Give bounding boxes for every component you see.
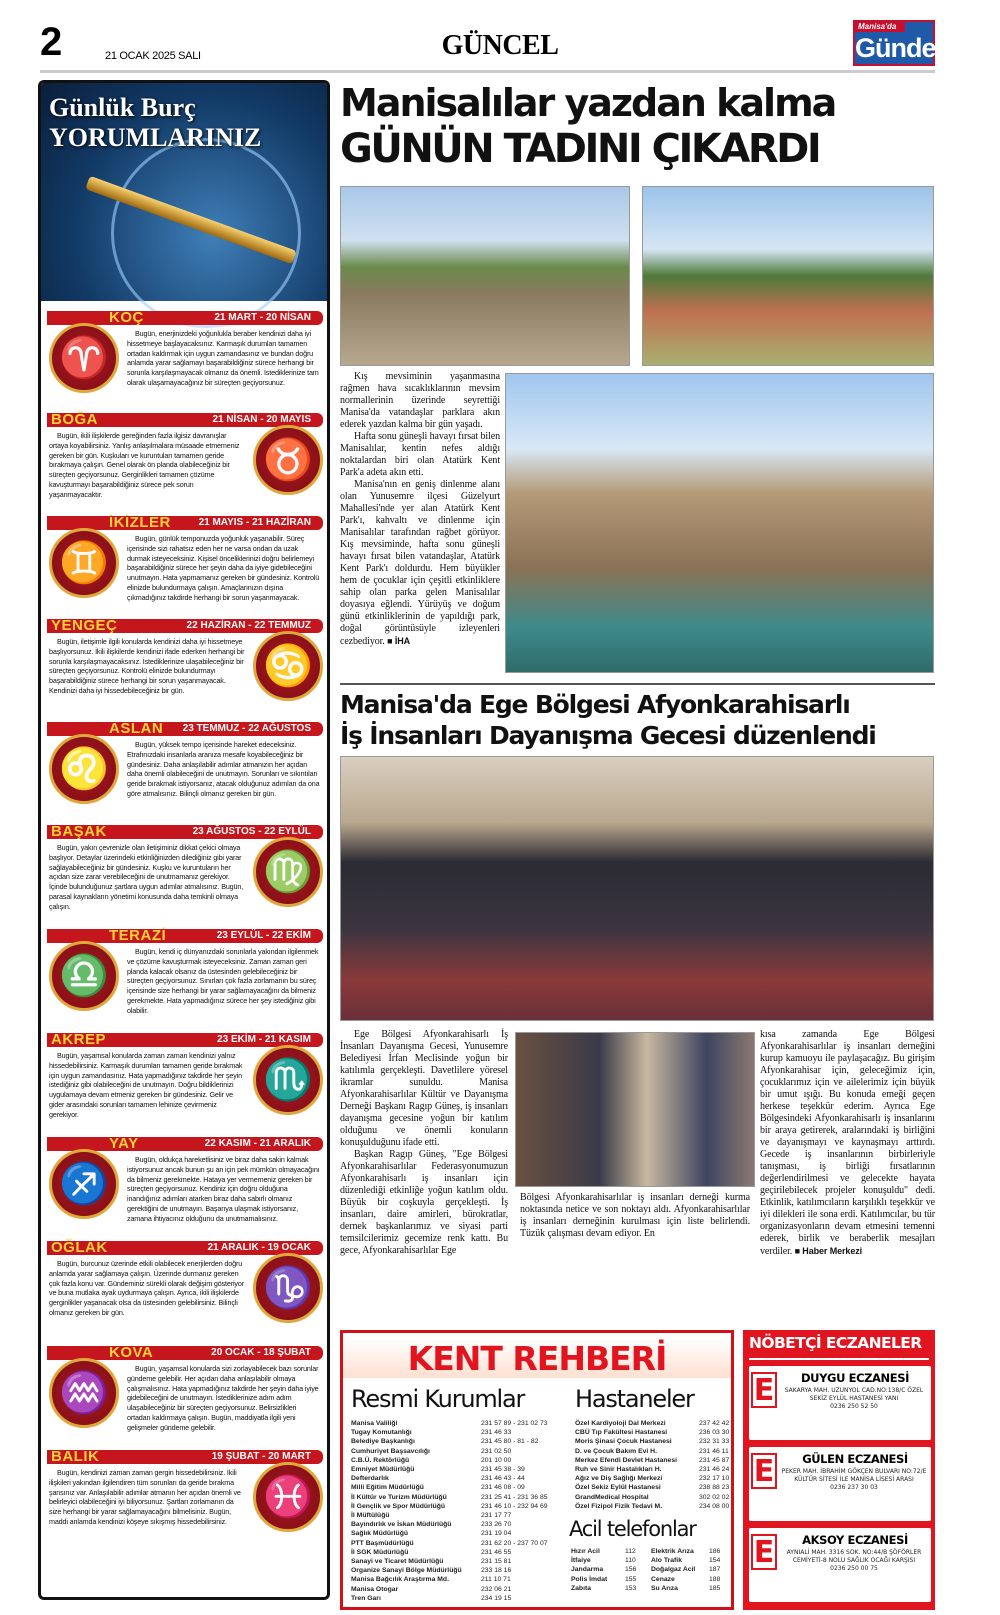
- sign-name: BALIK: [51, 1448, 100, 1465]
- pharmacy-details: [779, 1468, 929, 1492]
- pharmacy-name: DUYGU ECZANESİ: [801, 1371, 909, 1385]
- directory-name: Tren Garı: [351, 1594, 381, 1602]
- directory-row: [575, 1419, 730, 1428]
- group-photo: [340, 756, 934, 1021]
- horoscope-9: [47, 1137, 323, 1237]
- directory-name: İl Müftülüğü: [351, 1512, 390, 1520]
- sign-dates: 21 ARALIK - 19 OCAK: [207, 1242, 311, 1253]
- story-source: ■ Haber Merkezi: [794, 1246, 863, 1256]
- directory-row: [351, 1502, 569, 1511]
- directory-name: Defterdarlık: [351, 1475, 389, 1483]
- directory-row: [571, 1584, 649, 1593]
- official-institutions-heading: Resmi Kurumlar: [351, 1385, 525, 1413]
- scales-icon: ♎: [49, 941, 119, 1011]
- sign-dates: 22 HAZİRAN - 22 TEMMUZ: [186, 620, 311, 631]
- directory-phone: 186: [709, 1548, 721, 1555]
- headline-line: İş İnsanları Dayanışma Gecesi düzenlendi: [340, 721, 876, 750]
- sign-text: Bugün, günlük temponuzda yoğunluk yaşanabilir. Süreç içerisinde sizi rahatsız eden her ne varsa ondan da uzak durmak isteyeceksiniz. Kişisel önceliklerinizi doğru belirlemeyi başarabildiğiniz sürece her şeyin daha da iyiye gidebileceğini unutmayın. Hata yapmamanız gereken bir gündesiniz. Kontrolü elinizde bulundurmaya çalışın. Amaçlarınızın dışına çıkmadığınız takdirde herhangi bir sorun yaşanmayacak.: [127, 534, 320, 602]
- sign-dates: 21 MART - 20 NİSAN: [214, 312, 311, 323]
- pharmacy-name: AKSOY ECZANESİ: [802, 1533, 908, 1547]
- sign-dates: 21 MAYIS - 21 HAZİRAN: [198, 517, 311, 528]
- city-directory: [340, 1330, 734, 1610]
- directory-name: GrandMedical Hospital: [575, 1493, 649, 1501]
- paragraph: [340, 479, 500, 648]
- directory-phone: 236 03 30: [699, 1429, 730, 1437]
- directory-row: [351, 1465, 569, 1474]
- directory-row: [651, 1547, 729, 1556]
- sign-text: Bugün, yaşamsal konularda zaman zaman kendinizi yalnız hissedebilirsiniz. Karmaşık durumları tamamen geride bırakmak için uygun zamandasınız. Hata yapmadığınız takdirde her şeyin istediğiniz gibi olabileceğini de unutmayın. Doğru bildiklerinizi uygulamaya devam etmeniz gereken bir gündesiniz. Gelir ve gider arasındaki sorunları tamamen lehinize çevirmeniz gerekiyor.: [49, 1051, 243, 1119]
- directory-phone: 231 62 20 - 237 70 07: [481, 1539, 548, 1547]
- directory-name: Emniyet Müdürlüğü: [351, 1466, 415, 1474]
- story2-column-1: [340, 1029, 508, 1257]
- directory-phone: 231 45 80 - 81 - 82: [481, 1438, 539, 1446]
- directory-row: [351, 1548, 569, 1557]
- scorpion-icon: ♏: [253, 1045, 323, 1115]
- sign-name: YAY: [109, 1135, 139, 1152]
- directory-name: Manisa Bağcılık Araştırma Md.: [351, 1576, 449, 1584]
- pharmacy-phone: 0236 250 00 75: [830, 1565, 878, 1572]
- logo-text: Gündem: [855, 33, 959, 63]
- directory-row: [651, 1584, 729, 1593]
- directory-phone: 234 19 15: [481, 1594, 512, 1602]
- pharmacies-title: NÖBETÇİ ECZANELER: [749, 1334, 922, 1352]
- headline-line: Manisa'da Ege Bölgesi Afyonkarahisarlı: [340, 690, 850, 719]
- sign-text: Bugün, kendinizi zaman zaman gergin hissedebilirsiniz. İkili ilişkileri yakından ilgilendiren tüm sorunları da geride bırakma şansınız var. Anlaşılabilir adımlar atmanın her açıdan önemli ve belirleyici olabileceğini iyi biliyorsunuz. Şartları zorlamanın da size herhangi bir yarar sağlamayacağını bilmelisiniz. Bugün, maddi anlamda kendinizi köşeye sıkışmış hissedebilirsiniz.: [49, 1468, 241, 1526]
- section-title: GÜNCEL: [441, 30, 559, 61]
- sign-dates: 23 TEMMUZ - 22 AĞUSTOS: [182, 723, 311, 734]
- horoscope-6: [47, 825, 323, 925]
- pharmacy-details: [779, 1549, 929, 1573]
- horoscope-1: [47, 311, 323, 411]
- page-number: 2: [40, 20, 63, 64]
- story-source: ■ İHA: [387, 636, 411, 646]
- directory-phone: 234 08 00: [699, 1502, 730, 1510]
- pharmacy-card: [749, 1528, 931, 1602]
- directory-phone: 156: [625, 1566, 637, 1574]
- directory-row: [575, 1474, 730, 1483]
- sign-name: BOĞA: [51, 411, 98, 428]
- directory-name: Ruh ve Sinir Hastalıkları H.: [575, 1466, 662, 1474]
- directory-row: [351, 1520, 569, 1529]
- title-divider: [749, 1358, 929, 1360]
- directory-row: [571, 1575, 649, 1584]
- directory-row: [571, 1556, 649, 1565]
- sign-dates: 22 KASIM - 21 ARALIK: [204, 1138, 311, 1149]
- sign-name: ASLAN: [109, 720, 164, 737]
- sign-text: Bugün, burcunuz üzerinde etkili olabilecek enerjilerden doğru anlamda yarar sağlamaya çalışın. Üzerinde durmanız gereken çok fazla konu var. Gündeminiz sürekli olarak değişim gösteriyor ve buna mutlaka ayak uydurmaya çalışın. Ayrıca, ikili ilişkilerde gerginlikler yaşanacak olsa da üstesinden gelebilirsiniz. Bilinçli olmanız gereken bir gün.: [49, 1259, 244, 1317]
- directory-name: C.B.Ü. Rektörlüğü: [351, 1456, 410, 1464]
- directory-row: [351, 1557, 569, 1566]
- directory-phone: 187: [709, 1566, 721, 1574]
- ram-icon: ♈: [49, 323, 119, 393]
- directory-phone: 154: [709, 1557, 721, 1565]
- directory-name: Alo Trafik: [651, 1557, 682, 1565]
- horoscope-banner: [41, 83, 327, 301]
- directory-row: [351, 1447, 569, 1456]
- directory-name: Özel Sekiz Eylül Hastanesi: [575, 1484, 661, 1492]
- horoscope-panel: [38, 80, 330, 1600]
- pharmacy-details: [779, 1387, 929, 1411]
- pharmacy-card: [749, 1447, 931, 1521]
- sign-name: OĞLAK: [51, 1239, 108, 1256]
- directory-name: Sanayi ve Ticaret Müdürlüğü: [351, 1558, 444, 1566]
- directory-phone: 185: [709, 1584, 721, 1592]
- sign-text: Bugün, oldukça hareketlisiniz ve biraz daha sakin kalmak istiyorsunuz ancak bunun şu an için pek mümkün olmayacağını da bilmeniz gerekmekte. Hataya yer vermemeniz gereken bir süreçten geçiyorsunuz. Kendiniz için doğru olduğuna inandığınız adımları atarken biraz daha sabırlı olmanız gerektiğini de unutmayın. Başarıya ulaşmak istiyorsanız, zamana ihtiyacınız olduğunu da unutmamalısınız.: [127, 1155, 320, 1223]
- directory-row: [575, 1428, 730, 1437]
- horoscope-10: [47, 1241, 323, 1341]
- sign-text: Bugün, ikili ilişkilerde gereğinden fazla ilgisiz davranışlar ortaya koyabilirsiniz. Yanlış anlaşılmalara müsaade etmemeniz gereken bir gün. Kuşkuları ve kuruntuları tamamen geride bırakmaya çalışın. Genel olarak ön planda olabileceğiniz bir süreçten geçiyorsunuz. Gerginlikleri tamamen çözüme kavuşturmayı başarabildiğiniz sürece pek sorun yaşanmayacaktır.: [49, 431, 240, 499]
- story2-headline: [340, 689, 876, 751]
- directory-phone: 233 26 70: [481, 1521, 512, 1529]
- directory-name: PTT Başmüdürlüğü: [351, 1539, 414, 1547]
- directory-name: Ağız ve Diş Sağlığı Merkezi: [575, 1475, 663, 1483]
- directory-phone: 232 31 33: [699, 1438, 730, 1446]
- horoscope-11: [47, 1346, 323, 1446]
- directory-phone: 232 06 21: [481, 1585, 512, 1593]
- horoscope-title: Günlük Burç: [49, 93, 196, 122]
- directory-row: [351, 1428, 569, 1437]
- directory-name: İtfaiye: [571, 1557, 591, 1565]
- directory-row: [575, 1483, 730, 1492]
- directory-phone: 231 45 87: [699, 1456, 730, 1464]
- sign-dates: 23 EKİM - 21 KASIM: [217, 1034, 311, 1045]
- sign-name: TERAZİ: [109, 927, 167, 944]
- directory-name: Merkez Efendi Devlet Hastanesi: [575, 1456, 677, 1464]
- directory-phone: 231 46 33: [481, 1429, 512, 1437]
- sign-name: BAŞAK: [51, 823, 107, 840]
- fish-icon: ♓: [253, 1462, 323, 1532]
- directory-name: Bayındırlık ve İskan Müdürlüğü: [351, 1521, 452, 1529]
- goat-icon: ♑: [253, 1253, 323, 1323]
- header-divider: [40, 70, 935, 73]
- directory-name: Manisa Valiliği: [351, 1420, 398, 1427]
- directory-row: [351, 1437, 569, 1446]
- sign-name: KOÇ: [109, 309, 144, 326]
- directory-phone: 231 17 77: [481, 1512, 512, 1520]
- directory-name: Cenaze: [651, 1575, 675, 1583]
- sign-dates: 21 NİSAN - 20 MAYIS: [212, 414, 311, 425]
- paragraph-text: Hafta sonu güneşli havayı fırsat bilen Manisalılar, kentin nefes aldığı noktalardan biri olan Atatürk Kent Park'a adeta akın etti.: [340, 431, 500, 478]
- directory-name: Tugay Komutanlığı: [351, 1429, 412, 1437]
- sign-dates: 23 EYLÜL - 22 EKİM: [216, 930, 311, 941]
- lion-icon: ♌: [49, 734, 119, 804]
- directory-phone: 231 45 38 - 39: [481, 1466, 525, 1474]
- sign-text: Bugün, yakın çevrenizle olan iletişiminiz dikkat çekici olmaya başlıyor. Detaylar üzerindeki etkinliğinizden dilediğiniz gibi yarar sağlayabileceğiniz bir gündesiniz. Kuşku ve kuruntuların her açıdan size zarar verebileceğini de unutmamanız gerekiyor. İçinde bulunduğunuz şartlara uygun adımlar atmalısınız. Bugün, parasal kaynakların yönetimi konusunda daha temkinli olmaya çalışın.: [49, 843, 244, 911]
- sign-dates: 23 AĞUSTOS - 22 EYLÜL: [192, 826, 311, 837]
- directory-row: [351, 1456, 569, 1465]
- directory-row: [575, 1493, 730, 1502]
- directory-phone: 231 46 24: [699, 1466, 730, 1474]
- sign-text: Bugün, iletişimle ilgili konularda kendinizi daha iyi hissetmeye başlıyorsunuz. İkili ilişkilerde kendinizi ifade ederken herhangi bir sorunla karşılaşmayacaksınız. İstediklerinize ulaşabileceğiniz bir süreçten geçiyorsunuz. Kontrolü elinizde bulundurmayı başarabildiğiniz sürece herhangi bir sorun yaşanmayacak. Kendinizi daha iyi hissedebileceğiniz bir gün.: [49, 637, 245, 695]
- directory-name: Sağlık Müdürlüğü: [351, 1530, 409, 1538]
- directory-phone: 112: [625, 1548, 636, 1555]
- directory-phone: 231 57 89 - 231 02 73: [481, 1420, 548, 1427]
- directory-phone: 231 15 81: [481, 1558, 512, 1566]
- directory-name: Belediye Başkanlığı: [351, 1438, 415, 1446]
- story2-column-3: [760, 1029, 935, 1258]
- hospitals-heading: Hastaneler: [575, 1385, 694, 1413]
- directory-row: [351, 1419, 569, 1428]
- directory-row: [571, 1565, 649, 1574]
- directory-phone: 231 02 50: [481, 1447, 512, 1455]
- directory-name: Zabıta: [571, 1584, 592, 1592]
- pharmacy-name: GÜLEN ECZANESİ: [802, 1452, 908, 1466]
- sign-text: Bugün, kendi iç dünyanızdaki sorunlarla yakından ilgilenmek ve çözüme kavuşturmak isteyeceksiniz. Zaman zaman geri planda kalacak olsanız da üstesinden gelebileceğiniz bir süreçten geçiyorsunuz. Sınırları çok fazla zorlamanın bu süreç içerisinde size herhangi bir yarar sağlamayacağını da bilmeniz gerekmekte. Hata yapmadığınız sürece her şey istediğiniz gibi olabilir.: [127, 947, 319, 1015]
- directory-row: [651, 1565, 729, 1574]
- newspaper-logo: [853, 20, 959, 66]
- directory-name: Jandarma: [571, 1566, 604, 1574]
- playground-photo: [642, 186, 934, 366]
- directory-phone: 231 46 11: [699, 1447, 729, 1455]
- sign-text: Bugün, yaşamsal konularda sizi zorlayabilecek bazı sorunlar gündeme gelebilir. Her açıdan daha anlaşılabilir olmaya çalışmalısınız. Hata yapmadığınız takdirde her şeyin daha iyiye gidebileceğini de unutmayın. İstediklerinize adım adım ulaşabileceğiniz bir süreçten geçiyorsunuz. Belirsizlikleri ortadan kaldırmaya çalışın. Bugün, maddiyatla ilgili yeni gelişmeler gündeme gelebilir.: [127, 1364, 319, 1432]
- on-duty-pharmacies: [743, 1330, 935, 1610]
- paragraph-text: Manisa'nın en geniş dinlenme alanı olan Yunusemre ilçesi Güzelyurt Mahallesi'nde yer alan Atatürk Kent Park'ı, kahvaltı ve dinlenme için Manisalılar tarafından rağbet görüyor. Kış mevsiminde, hafta sonu güneşli havayı fırsat bilen vatandaşlar, Atatürk Kent Park'ı doldurdu. Hem büyükler hem de çocuklar için çeşitli etkinliklere sahip olan parka gelen Manisalılar doyasıya eğlendi. Yürüyüş ve doğum günü etkinliklerinin de yapıldığı park, doğal görüntüsüyle izleyenleri cezbediyor.: [340, 479, 500, 647]
- directory-row: [575, 1447, 727, 1456]
- directory-name: Doğalgaz Acil: [651, 1566, 696, 1574]
- directory-phone: 231 46 08 - 09: [481, 1484, 525, 1492]
- directory-phone: 302 02 02: [699, 1493, 730, 1501]
- directory-name: İl SGK Müdürlüğü: [351, 1548, 409, 1556]
- directory-name: D. ve Çocuk Bakım Evi H.: [575, 1447, 657, 1455]
- directory-phone: 155: [625, 1575, 637, 1583]
- sign-text: Bugün, enerjinizdeki yoğunlukla beraber kendinizi daha iyi hissetmeye başlayacaksınız. Karmaşık durumları tamamen ortadan kaldırmak için uygun zamandasınız ve bundan doğru anlamda yarar sağlamayı başarabildiğiniz sürece herhangi bir sorunla karşılaşmayacak olmanız da önemli. İstediklerinize tam olarak ulaşamayacağınız bir süreçten geçiyorsunuz.: [127, 329, 319, 387]
- emergency-heading: Acil telefonlar: [569, 1517, 696, 1541]
- directory-phone: 211 10 71: [481, 1576, 511, 1584]
- story-divider: [340, 683, 935, 685]
- horoscope-3: [47, 516, 323, 616]
- sign-name: KOVA: [109, 1344, 154, 1361]
- directory-phone: 233 18 16: [481, 1567, 512, 1575]
- sign-dates: 19 ŞUBAT - 20 MART: [211, 1451, 311, 1462]
- horoscope-5: [47, 722, 323, 822]
- paragraph-text: Kış mevsiminin yaşanmasına rağmen hava sıcaklıklarının mevsim normallerinin üzerinde seyrettiği Manisa'da vatandaşlar parklara akın ederek yazdan kalma bir gün yaşadı.: [340, 371, 500, 430]
- paragraph: kısa zamanda Ege Bölgesi Afyonkarahisarlılar iş insanları derneğini kurup kamuoyu ile paylaşacağız. Bu girişim Afyonkarahisar için, geleceğimiz için, çocuklarımız için ve ailelerimiz için büyük bir umut ışığı. Bu konuda emeği geçen herkese teşekkür ederim. Ayrıca Ege Bölgesindeki Afyonkarahisarlı iş insanlarını bir araya getirerek, aralarındaki iş birliğini ve dayanışmayı ve kaynaşmayı arttırdı. Gecede iş insanlarının birbirleriyle tanışması, iş birliği fırsatlarının değerlendirilmesi ve gelecekte hayata geçirilebilecek projeler konuşuldu" dedi. Etkinlik, katılımcıların karşılıklı teşekkür ve iyi dilekleri ile sona erdi. Katılımcılar, bu tür organizasyonların devam etmesini temenni ederek, birlik ve beraberlik mesajları verdiler.: [760, 1029, 935, 1257]
- water-bearer-icon: ♒: [49, 1358, 119, 1428]
- sign-name: AKREP: [51, 1031, 107, 1048]
- headline-line: GÜNÜN TADINI ÇIKARDI: [340, 126, 820, 172]
- directory-phone: 231 19 04: [481, 1530, 512, 1538]
- virgo-icon: ♍: [253, 837, 323, 907]
- directory-phone: 238 88 23: [699, 1484, 730, 1492]
- directory-phone: 153: [625, 1584, 637, 1592]
- story2-column-2: Bölgesi Afyonkarahisarlılar iş insanları derneği kurma noktasında netice ve son noktayı aldı. Afyonkarahisarlılar iş insanları derneğinin kurulması için liste belirlendi. Tüzük çalışması devam ediyor. En: [520, 1192, 750, 1239]
- horoscope-7: [47, 929, 323, 1029]
- pharmacy-address: SAKARYA MAH. UZUNYOL CAD.NO:138/C ÖZEL SEKİZ EYLÜL HASTANESİ YANI: [784, 1387, 924, 1402]
- directory-name: Cumhuriyet Başsavcılığı: [351, 1447, 430, 1455]
- directory-row: [351, 1575, 569, 1584]
- paragraph: Ege Bölgesi Afyonkarahisarlı İş İnsanları Dayanışma Gecesi, Yunusemre Belediyesi İrfan Meclisinde yoğun bir katılımla gerçekleşti. Davetlilere yöresel ikramlar sunuldu. Manisa Afyonkarahisarlılar Kültür ve Dayanışma Derneği Başkanı Ragıp Güneş, iş insanları dayanışma gecesine yoğun bir katılım olduğunu ve önemli konuların konuşulduğunu ifade etti.: [340, 1029, 508, 1148]
- pharmacy-address: AYNIALİ MAH. 3316 SOK. NO:44/B ŞÖFÖRLER CEMİYETİ-8 NOLU SAĞLIK OCAĞI KARŞISI: [786, 1549, 922, 1564]
- sign-name: YENGEÇ: [51, 617, 118, 634]
- pharmacy-e-icon: E: [751, 1372, 777, 1408]
- paragraph: Başkan Ragıp Güneş, "Ege Bölgesi Afyonkarahisarlılar Federasyonumuzun Afyonkarahisarlı iş insanları için düzenlediği etkinliğe yoğun katılım oldu. Büyük bir coşkuyla gerçekleşti. İş insanları, daire amirleri, bürokratlar, dernek başkanlarımız ve siyasi parti temsilcilerimiz gecemize renk kattı. Bu gece, Afyonkarahisarlılar Ege: [340, 1149, 508, 1256]
- directory-phone: 201 10 00: [481, 1456, 512, 1464]
- directory-name: Özel Fizipol Fizik Tedavi M.: [575, 1502, 663, 1510]
- sign-dates: 20 OCAK - 18 ŞUBAT: [211, 1347, 311, 1358]
- story1-headline: [340, 80, 835, 172]
- sign-text: Bugün, yüksek tempo içerisinde hareket edeceksiniz. Etrafınızdaki insanlarla aranıza mesafe koyabileceğiniz bir gündesiniz. Daha anlaşılabilir adımlar atmanızın her açıdan daha önemli olabileceğini de unutmayın. Sorunları ve sıkıntıları geride bırakmak istiyorsanız, atacak olduğunuz adımları da ona göre atmalısınız. Bilinçli olmanız gereken bir gün.: [127, 740, 320, 798]
- directory-row: [575, 1465, 730, 1474]
- directory-name: Moris Şinasi Çocuk Hastanesi: [575, 1438, 672, 1446]
- horoscope-8: [47, 1033, 323, 1133]
- pharmacy-address: PEKER MAH. İBRAHİM GÖKÇEN BULVARI NO:72/E KÜLTÜR SİTESİ İLE MANİSA LİSESİ ARASI: [781, 1468, 927, 1483]
- directory-name: Elektrik Arıza: [651, 1548, 694, 1555]
- directory-name: Polis İmdat: [571, 1575, 608, 1583]
- directory-row: [351, 1511, 569, 1520]
- pharmacy-phone: 0236 237 30 03: [830, 1484, 878, 1491]
- directory-row: [351, 1483, 569, 1492]
- horoscope-12: [47, 1450, 323, 1550]
- directory-phone: 188: [709, 1575, 721, 1583]
- park-bridge-photo: [340, 186, 630, 366]
- pharmacy-phone: 0236 250 52 50: [830, 1403, 878, 1410]
- pharmacy-e-icon: E: [751, 1453, 777, 1489]
- directory-row: [351, 1493, 569, 1502]
- directory-row: [351, 1474, 569, 1483]
- directory-row: [651, 1556, 729, 1565]
- directory-name: Manisa Otogar: [351, 1585, 399, 1593]
- crab-icon: ♋: [253, 631, 323, 701]
- directory-row: [351, 1529, 569, 1538]
- sign-name: İKİZLER: [109, 514, 171, 531]
- directory-name: İl Kültür ve Turizm Müdürlüğü: [351, 1493, 447, 1501]
- directory-name: Hızır Acil: [571, 1548, 600, 1555]
- archer-icon: ♐: [49, 1149, 119, 1219]
- directory-row: [351, 1566, 569, 1575]
- paragraph: [340, 431, 500, 479]
- headline-line: Manisalılar yazdan kalma: [340, 81, 836, 125]
- pharmacy-e-icon: E: [751, 1534, 777, 1570]
- speaker-photo: [515, 1032, 755, 1187]
- pharmacy-card: [749, 1366, 931, 1440]
- directory-title: KENT REHBERİ: [343, 1339, 731, 1378]
- directory-row: [351, 1539, 569, 1548]
- directory-phone: 231 25 41 - 231 36 85: [481, 1493, 548, 1501]
- directory-phone: 231 46 55: [481, 1548, 512, 1556]
- paragraph: [340, 371, 500, 431]
- directory-name: Milli Eğitim Müdürlüğü: [351, 1484, 424, 1492]
- directory-row: [651, 1575, 729, 1584]
- directory-name: Su Arıza: [651, 1584, 678, 1592]
- directory-row: [575, 1502, 730, 1511]
- directory-row: [351, 1594, 569, 1603]
- directory-row: [575, 1437, 730, 1446]
- directory-name: CBÜ Tıp Fakültesi Hastanesi: [575, 1429, 668, 1437]
- bull-icon: ♉: [253, 425, 323, 495]
- directory-row: [575, 1456, 730, 1465]
- story1-body: [340, 371, 500, 648]
- directory-phone: 232 17 10: [699, 1475, 730, 1483]
- directory-phone: 231 46 43 - 44: [481, 1475, 525, 1483]
- directory-phone: 237 42 42: [699, 1420, 730, 1427]
- directory-phone: 110: [625, 1557, 636, 1565]
- directory-phone: 231 46 10 - 232 94 69: [481, 1502, 548, 1510]
- horoscope-subtitle: YORUMLARINIZ: [49, 123, 262, 152]
- horoscope-2: [47, 413, 323, 513]
- twins-icon: ♊: [49, 528, 119, 598]
- directory-row: [351, 1585, 569, 1594]
- directory-name: Organize Sanayi Bölge Müdürlüğü: [351, 1567, 462, 1575]
- directory-row: [571, 1547, 649, 1556]
- rope-net-playground-photo: [505, 373, 934, 673]
- issue-date: 21 OCAK 2025 SALI: [105, 50, 201, 62]
- directory-name: Özel Kardiyoloji Dal Merkezi: [575, 1420, 666, 1427]
- horoscope-4: [47, 619, 323, 719]
- logo-tagline: Manisa'da: [855, 22, 905, 32]
- directory-name: İl Gençlik ve Spor Müdürlüğü: [351, 1502, 446, 1510]
